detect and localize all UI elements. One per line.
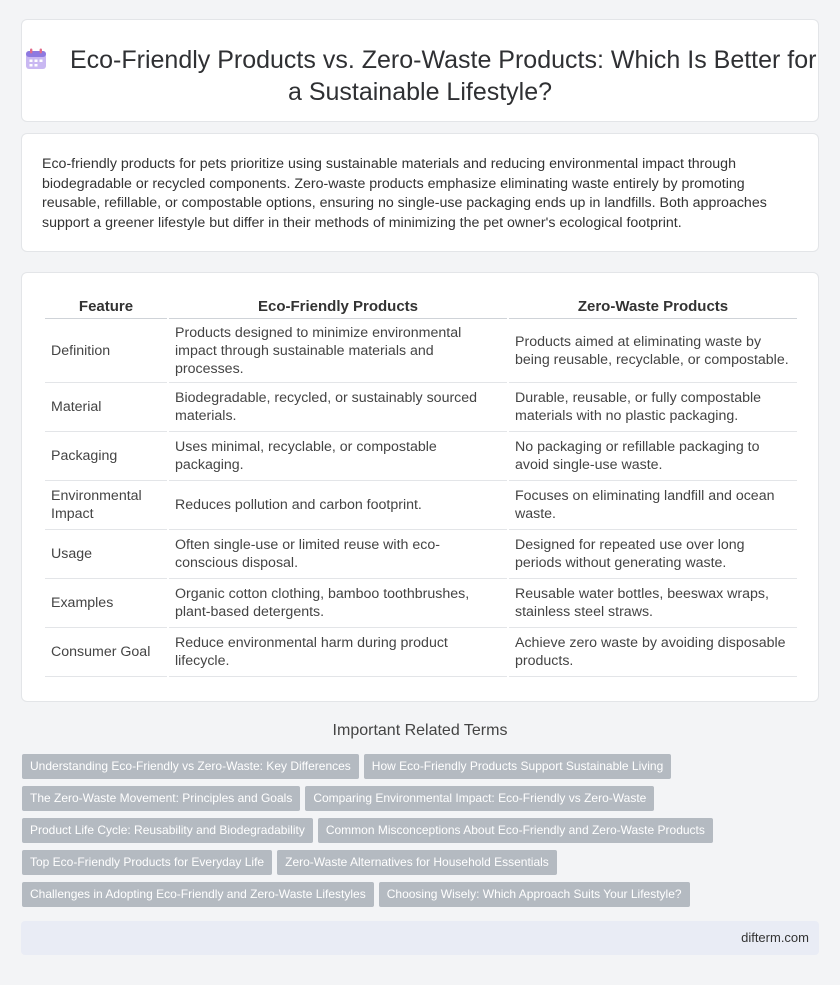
related-term-link[interactable]: Common Misconceptions About Eco-Friendly and Zero-Waste Products: [318, 818, 713, 843]
calendar-icon: [24, 47, 48, 71]
related-term-link[interactable]: Choosing Wisely: Which Approach Suits Your Lifestyle?: [379, 882, 690, 907]
eco-friendly-cell: Often single-use or limited reuse with eco-conscious disposal.: [169, 530, 507, 579]
related-term-link[interactable]: How Eco-Friendly Products Support Sustainable Living: [364, 754, 671, 779]
eco-friendly-cell: Organic cotton clothing, bamboo toothbrushes, plant-based detergents.: [169, 579, 507, 628]
feature-cell: Packaging: [45, 432, 167, 481]
eco-friendly-cell: Biodegradable, recycled, or sustainably sourced materials.: [169, 383, 507, 432]
footer: [21, 921, 819, 955]
zero-waste-cell: Durable, reusable, or fully compostable materials with no plastic packaging.: [509, 383, 797, 432]
related-term-link[interactable]: Zero-Waste Alternatives for Household Essentials: [277, 850, 557, 875]
page-title: Eco-Friendly Products vs. Zero-Waste Products: Which Is Better for a Sustainable Lifestyle?: [69, 46, 817, 106]
table-row: [45, 432, 797, 481]
eco-friendly-cell: Products designed to minimize environmental impact through sustainable materials and processes.: [169, 319, 507, 383]
zero-waste-cell: Achieve zero waste by avoiding disposable products.: [509, 628, 797, 677]
table-row: [45, 383, 797, 432]
zero-waste-cell: Designed for repeated use over long periods without generating waste.: [509, 530, 797, 579]
related-term-link[interactable]: Understanding Eco-Friendly vs Zero-Waste: Key Differences: [22, 754, 359, 779]
related-terms-heading: Important Related Terms: [332, 722, 508, 739]
eco-friendly-cell: Uses minimal, recyclable, or compostable packaging.: [169, 432, 507, 481]
feature-cell: Definition: [45, 319, 167, 383]
related-terms-list: [22, 754, 822, 914]
table-header-row: [45, 295, 797, 319]
intro-card: [21, 133, 819, 252]
header-eco-friendly: Eco-Friendly Products: [169, 295, 507, 319]
table-row: [45, 319, 797, 383]
eco-friendly-cell: Reduce environmental harm during product lifecycle.: [169, 628, 507, 677]
feature-cell: Usage: [45, 530, 167, 579]
zero-waste-cell: Reusable water bottles, beeswax wraps, stainless steel straws.: [509, 579, 797, 628]
table-row: [45, 481, 797, 530]
zero-waste-cell: Products aimed at eliminating waste by being reusable, recyclable, or compostable.: [509, 319, 797, 383]
comparison-table-card: [21, 272, 819, 702]
feature-cell: Environmental Impact: [45, 481, 167, 530]
feature-cell: Examples: [45, 579, 167, 628]
table-row: [45, 628, 797, 677]
intro-paragraph: Eco-friendly products for pets prioritize using sustainable materials and reducing environmental impact through biodegradable or recycled components. Zero-waste products emphasize eliminating waste entirely by promoting reusable, refillable, or compostable options, ensuring no single-use packaging ends up in landfills. Both approaches support a greener lifestyle but differ in their methods of minimizing the pet owner's ecological footprint.: [42, 156, 767, 231]
header-feature: Feature: [45, 295, 167, 319]
feature-cell: Consumer Goal: [45, 628, 167, 677]
comparison-table: [43, 295, 799, 677]
related-term-link[interactable]: The Zero-Waste Movement: Principles and Goals: [22, 786, 300, 811]
related-term-link[interactable]: Top Eco-Friendly Products for Everyday Life: [22, 850, 272, 875]
table-row: [45, 579, 797, 628]
zero-waste-cell: Focuses on eliminating landfill and ocean waste.: [509, 481, 797, 530]
table-row: [45, 530, 797, 579]
zero-waste-cell: No packaging or refillable packaging to avoid single-use waste.: [509, 432, 797, 481]
related-term-link[interactable]: Product Life Cycle: Reusability and Biodegradability: [22, 818, 313, 843]
header-card: [21, 19, 819, 122]
feature-cell: Material: [45, 383, 167, 432]
related-term-link[interactable]: Challenges in Adopting Eco-Friendly and Zero-Waste Lifestyles: [22, 882, 374, 907]
header-zero-waste: Zero-Waste Products: [509, 295, 797, 319]
related-term-link[interactable]: Comparing Environmental Impact: Eco-Friendly vs Zero-Waste: [305, 786, 654, 811]
eco-friendly-cell: Reduces pollution and carbon footprint.: [169, 481, 507, 530]
footer-site-link[interactable]: difterm.com: [741, 930, 809, 945]
